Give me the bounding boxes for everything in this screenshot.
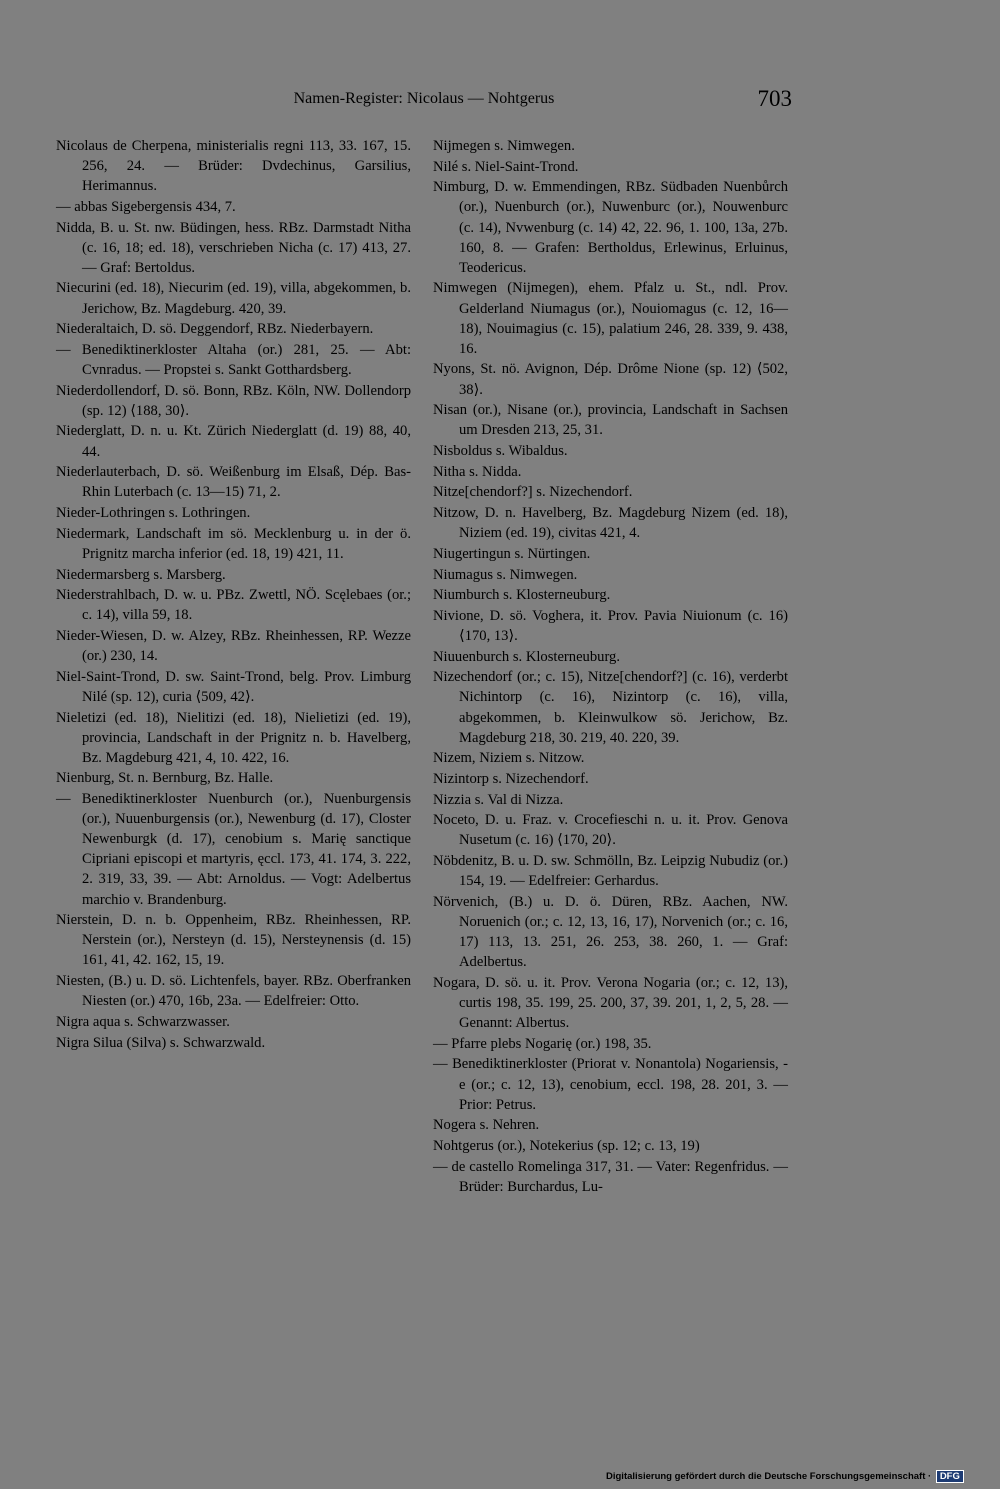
register-entry: Nogera s. Nehren. (433, 1117, 540, 1134)
register-entry: Niecurini (ed. 18), Niecurim (ed. 19), villa, abgekommen, b. Jerichow, Bz. Magdeburg. 420, 39. (56, 280, 411, 317)
running-head: Namen-Register: Nicolaus — Nohtgerus (293, 90, 555, 107)
register-entry: Nisboldus s. Wibaldus. (433, 442, 568, 459)
register-entry: Nimwegen (Nijmegen), ehem. Pfalz u. St., ndl. Prov. Gelderland Niumagus (or.), Nouiomagus (c. 12, 16—18), Nouimagius (c. 15), palatium 246, 28. 339, 9. 438, 16. (433, 280, 788, 357)
register-entry: Niumagus s. Nimwegen. (433, 566, 578, 583)
register-entry: Niederlauterbach, D. sö. Weißenburg im Elsaß, Dép. Bas-Rhin Luterbach (c. 13—15) 71, 2. (56, 464, 411, 501)
register-entry: Niesten, (B.) u. D. sö. Lichtenfels, bayer. RBz. Oberfranken Niesten (or.) 470, 16b, 23a. — Edelfreier: Otto. (56, 973, 411, 1010)
register-entry: — abbas Sigebergensis 434, 7. (56, 198, 236, 215)
register-entry: Nitha s. Nidda. (433, 463, 522, 480)
register-entry: Nilé s. Niel-Saint-Trond. (433, 158, 579, 175)
left-column (56, 136, 411, 1053)
register-entry: — Benediktinerkloster Nuenburch (or.), Nuenburgensis (or.), Nuuenburgensis (or.), Newenburg (d. 17), Closter Newenburgk (d. 17), cenobium s. Marię sanctique Cipriani episcopi et martyris, ęccl. 173, 41. 174, 3. 222, 2. 319, 33, 39. — Abt: Arnoldus. — Vogt: Adelbertus marchio v. Brandenburg. (56, 791, 411, 908)
register-entry: Nigra Silua (Silva) s. Schwarzwald. (56, 1034, 266, 1051)
register-entry: — Pfarre plebs Nogarię (or.) 198, 35. (433, 1035, 652, 1052)
register-entry: Niedermark, Landschaft im sö. Mecklenburg u. in der ö. Prignitz marcha inferior (ed. 18, 19) 421, 11. (56, 525, 411, 562)
register-entry: — Benediktinerkloster Altaha (or.) 281, 25. — Abt: Cvnradus. — Propstei s. Sankt Gotthardsberg. (56, 341, 411, 378)
register-entry: Nöbdenitz, B. u. D. sw. Schmölln, Bz. Leipzig Nubudiz (or.) 154, 19. — Edelfreier: Gerhardus. (433, 853, 788, 890)
register-entry: Nitze[chendorf?] s. Nizechendorf. (433, 484, 633, 501)
footer-credit (606, 1470, 964, 1483)
register-entry: Niel-Saint-Trond, D. sw. Saint-Trond, belg. Prov. Limburg Nilé (sp. 12), curia ⟨509, 42⟩. (56, 668, 411, 705)
register-entry: Nieletizi (ed. 18), Nielitizi (ed. 18), Nielietizi (ed. 19), provincia, Landschaft in der Prignitz n. b. Havelberg, Bz. Magdeburg 421, 4, 10. 422, 16. (56, 709, 411, 766)
register-entry: Nizem, Niziem s. Nitzow. (433, 750, 585, 767)
register-entry: Niumburch s. Klosterneuburg. (433, 587, 611, 604)
register-entry: Nivione, D. sö. Voghera, it. Prov. Pavia Niuionum (c. 16) ⟨170, 13⟩. (433, 607, 788, 644)
register-entry: Nyons, St. nö. Avignon, Dép. Drôme Nione (sp. 12) ⟨502, 38⟩. (433, 361, 788, 398)
register-entry: Nizintorp s. Nizechendorf. (433, 771, 589, 787)
register-entry: Nogara, D. sö. u. it. Prov. Verona Nogaria (or.; c. 12, 13), curtis 198, 35. 199, 25. 200, 37, 39. 201, 1, 2, 5, 28. — Genannt: Albertus. (433, 974, 788, 1032)
register-entry: Niederstrahlbach, D. w. u. PBz. Zwettl, NÖ. Scęlebaes (or.; c. 14), villa 59, 18. (56, 587, 411, 624)
register-entry: Niederaltaich, D. sö. Deggendorf, RBz. Niederbayern. (56, 321, 374, 338)
register-entry: — de castello Romelinga 317, 31. — Vater: Regenfridus. — Brüder: Burchardus, Lu- (433, 1158, 788, 1195)
register-entry: Nizzia s. Val di Nizza. (433, 791, 564, 808)
register-entry: Nieder-Lothringen s. Lothringen. (56, 505, 251, 522)
page-header (56, 86, 792, 120)
register-entry: Nörvenich, (B.) u. D. ö. Düren, RBz. Aachen, NW. Noruenich (or.; c. 12, 13, 16, 17), Norvenich (or.; c. 16, 17) 113, 13. 251, 26. 253, 38. 260, 1. — Graf: Adelbertus. (433, 893, 788, 971)
register-entry: Niugertingun s. Nürtingen. (433, 545, 591, 562)
register-entry: Nisan (or.), Nisane (or.), provincia, Landschaft in Sachsen um Dresden 213, 25, 31. (433, 402, 788, 439)
page-number: 703 (757, 86, 792, 111)
register-entry: Nieder-Wiesen, D. w. Alzey, RBz. Rheinhessen, RP. Wezze (or.) 230, 14. (56, 627, 411, 665)
register-entry: Nimburg, D. w. Emmendingen, RBz. Südbaden Nuenbůrch (or.), Nuenburch (or.), Nuwenburc (or.), Nouwenburc (c. 14), Nvwenburg (c. 14) 42, 22. 96, 1. 100, 13a, 27b. 160, 8. — Grafen: Bertholdus, Erlewinus, Erluinus, Teodericus. (433, 179, 788, 276)
register-entry: Nigra aqua s. Schwarzwasser. (56, 1013, 230, 1030)
register-entry: — Benediktinerkloster (Priorat v. Nonantola) Nogariensis, -e (or.; c. 12, 13), cenobium, eccl. 198, 28. 201, 3. — Prior: Petrus. (433, 1056, 788, 1113)
register-entry: Nicolaus de Cherpena, ministerialis regni 113, 33. 167, 15. 256, 24. — Brüder: Dvdechinus, Garsilius, Herimannus. (56, 138, 411, 195)
register-entry: Niederdollendorf, D. sö. Bonn, RBz. Köln, NW. Dollendorp (sp. 12) ⟨188, 30⟩. (56, 382, 411, 419)
register-entry: Nijmegen s. Nimwegen. (433, 138, 575, 154)
register-entry: Nizechendorf (or.; c. 15), Nitze[chendorf?] (c. 16), verderbt Nichintorp (c. 16), Nizintorp (c. 16), villa, abgekommen, b. Kleinwulkow sö. Jerichow, Bz. Magdeburg 218, 30. 219, 40. 220, 39. (433, 669, 788, 746)
register-entry: Niuuenburch s. Klosterneuburg. (433, 648, 620, 665)
dfg-logo: DFG (936, 1470, 964, 1483)
register-entry: Niederglatt, D. n. u. Kt. Zürich Niederglatt (d. 19) 88, 40, 44. (56, 423, 411, 460)
register-entry: Niedermarsberg s. Marsberg. (56, 566, 226, 583)
register-entry: Nienburg, St. n. Bernburg, Bz. Halle. (56, 770, 274, 787)
register-entry: Noceto, D. u. Fraz. v. Crocefieschi n. u. it. Prov. Genova Nusetum (c. 16) ⟨170, 20⟩. (433, 812, 788, 849)
register-entry: Nohtgerus (or.), Notekerius (sp. 12; c. 13, 19) (433, 1138, 700, 1155)
right-column (433, 136, 788, 1198)
footer-text: Digitalisierung gefördert durch die Deutsche Forschungsgemeinschaft · (606, 1471, 932, 1482)
register-entry: Nierstein, D. n. b. Oppenheim, RBz. Rheinhessen, RP. Nerstein (or.), Nersteyn (d. 15), Nersteynensis (d. 15) 161, 41, 42. 162, 15, 19. (56, 912, 411, 969)
register-entry: Nidda, B. u. St. nw. Büdingen, hess. RBz. Darmstadt Nitha (c. 16, 18; ed. 18), verschrieben Nicha (c. 17) 413, 27. — Graf: Bertoldus. (56, 219, 411, 276)
register-entry: Nitzow, D. n. Havelberg, Bz. Magdeburg Nizem (ed. 18), Niziem (ed. 19), civitas 421, 4. (433, 505, 788, 542)
